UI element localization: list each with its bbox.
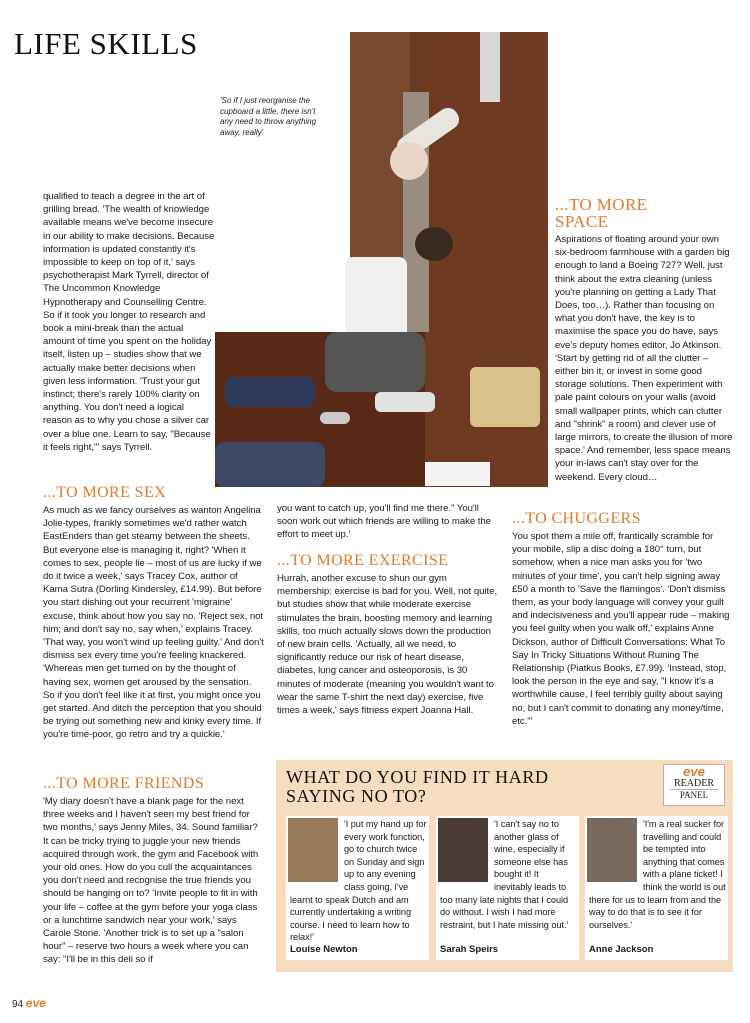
photo-caption: 'So if I just reorganise the cupboard a little, there isn't any need to throw anything away, really' (220, 96, 317, 137)
reader-panel (276, 760, 733, 972)
exercise-heading: ...TO MORE EXERCISE (277, 552, 449, 569)
badge-line2: PANEL (670, 789, 718, 800)
reader-photo (587, 818, 637, 882)
panel-title: WHAT DO YOU FIND IT HARD SAYING NO TO? (286, 767, 549, 806)
reader-card-sarah (436, 816, 579, 960)
sex-text: As much as we fancy ourselves as wanton Angelina Jolie-types, frankly sometimes we'd rather watch EastEnders than get steamy between the sheets. But everyone else is managing it, right? 'When it comes to sex, people lie – most of us are lucky if we do it twice a week,' says Tracey Cox, author of Kama Sutra (Dorling Kindersley, £14.99). But before you start dishing out your recurrent 'migraine' excuse, think about how you say no. 'Reject sex, not him; and don't say no, say when,' explains Tracey. 'That way, you won't wind up feeling guilty.' And don't dismiss sex every time you're feeling knackered. 'Whereas men get turned on by the thought of having sex, women get aroused by the sensation. So if you don't feel like it at first, you might once you get started. And ditch the perception that you should be trying out something new and kinky every time. If you're time-poor, go retro and try a quickie.' (43, 505, 264, 741)
reader-card-louise (286, 816, 429, 960)
page-footer (12, 996, 46, 1010)
reader-quote: 'I can't say no to another glass of wine, especially if someone else has bought it! It inevitably leads to too many late nights that I could do without. I wish I had more restraint, but I hate missing out.' (440, 819, 569, 930)
exercise-text: Hurrah, another excuse to shun our gym membership: exercise is bad for you. Well, not quite, but studies show that while moderate exercise stimulates the brain, boosting memory and learning skills, too much actually slows down the production of new brain cells. 'Actually, all we need, to significantly reduce our risk of heart disease, diabetes, lung cancer and osteoporosis, is 30 minutes of moderate (meaning you wouldn't want to wear the same T-shirt the next day) exercise, five times a week,' says fitness expert Joanna Hall. (277, 573, 498, 717)
reader-quote: 'I'm a real sucker for travelling and could be tempted into anything that comes with a plane ticket! I think the world is out there for us to learn from and the way to do that is to see it for ourselves.' (589, 819, 726, 930)
reader-photo (438, 818, 488, 882)
sex-heading: ...TO MORE SEX (43, 484, 167, 501)
footer-brand: eve (25, 996, 46, 1010)
friends-continued-text: you want to catch up, you'll find me there." You'll soon work out which friends are willing to make the effort to meet up.' (277, 503, 491, 541)
space-text: Aspirations of floating around your own six-bedroom farmhouse with a garden big enough to land a Boeing 727? Well, just think about the extra cleaning (unless you're planning on getting a Lady That Does, too…). Rather than focusing on what you don't have, the key is to maximise the space you do have, says eve's deputy homes editor, Jo Atkinson. 'Start by getting rid of all the clutter – either bin it, or invest in some good storage solutions. Then experiment with pale paint colours on your walls (avoid small wallpaper prints, which can clutter and "shrink" a room) and clever use of large mirrors, to create the illusion of more space.' And remember, less space means your in-laws can't stay over for the weekend. Every cloud… (555, 234, 733, 483)
reader-name: Anne Jackson (589, 944, 654, 955)
chuggers-text: You spot them a mile off, frantically scramble for your mobile, slip a disc doing a 180° turn, but somehow, when a nice man asks you for 'two minutes of your time', you can't help signing away £50 a month to 'Save the flamingos'. 'Don't dismiss them, as your body language will convey your guilt and indecisiveness and you'll appear rude – making you feel guilty when you walk off,' explains Anne Dickson, author of Difficult Conversations: What To Say In Tricky Situations Without Ruining The Relationship (Piatkus Books, £7.99). 'Instead, stop, look the person in the eye and say, "I know it's a worthwhile cause, I feel terribly guilty about saying no, but I can't commit to donating any money/time, etc."' (512, 531, 730, 727)
badge-brand: eve (683, 764, 705, 779)
friends-heading: ...TO MORE FRIENDS (43, 775, 205, 792)
reader-quote: 'I put my hand up for every work function, go to church twice on Sunday and sign up to any evening class going. I've learnt to speak Dutch and am currently undertaking a writing course. I need to learn how to relax!' (290, 819, 427, 943)
friends-text: 'My diary doesn't have a blank page for the next three weeks and I haven't seen my best friend for two months,' says Jenny Miles, 34. Sound familiar? It can be tricky trying to juggle your new friends acquired through work, the gym and Facebook with your old ones. How do you cull the acquaintances you don't need and recognise the true friends you should be hanging on to? 'Invite people to fit in with your life – coffee at the gym before your yoga class or a lunchtime sandwich near your work,' says Carole Stone. 'Another trick is to set up a "salon hour" – reserve two hours a week where you can say: "I'll be in this deli so if (43, 796, 259, 966)
badge-line1: READER (674, 778, 714, 789)
reader-card-anne (585, 816, 728, 960)
space-heading: ...TO MORE SPACE (555, 195, 648, 231)
reader-name: Sarah Speirs (440, 944, 499, 955)
reader-panel-badge (663, 764, 725, 806)
intro-text: qualified to teach a degree in the art of grilling bread. 'The wealth of knowledge available means we've become insecure in our ability to make decisions. Because information is updated constantly it's impossible to keep on top of it,' says psychotherapist Mark Tyrrell, director of The Uncommon Knowledge Hypnotherapy and Counselling Centre. So if it took you longer to research and book a mini-break than the actual amount of time you spent on the holiday itself, listen up – studies show that we actually make better decisions when given less information. 'Trust your gut instinct; there's rarely 100% clarity on anything. You don't need a logical reason as to why you chose a silver car over a blue one. Learn to say, "Because it feels right,"' says Tyrrell. (43, 191, 215, 453)
page-number: 94 (12, 999, 24, 1010)
reader-name: Louise Newton (290, 944, 358, 955)
page-title: LIFE SKILLS (14, 26, 198, 61)
reader-photo (288, 818, 338, 882)
chuggers-heading: ...TO CHUGGERS (512, 510, 641, 527)
